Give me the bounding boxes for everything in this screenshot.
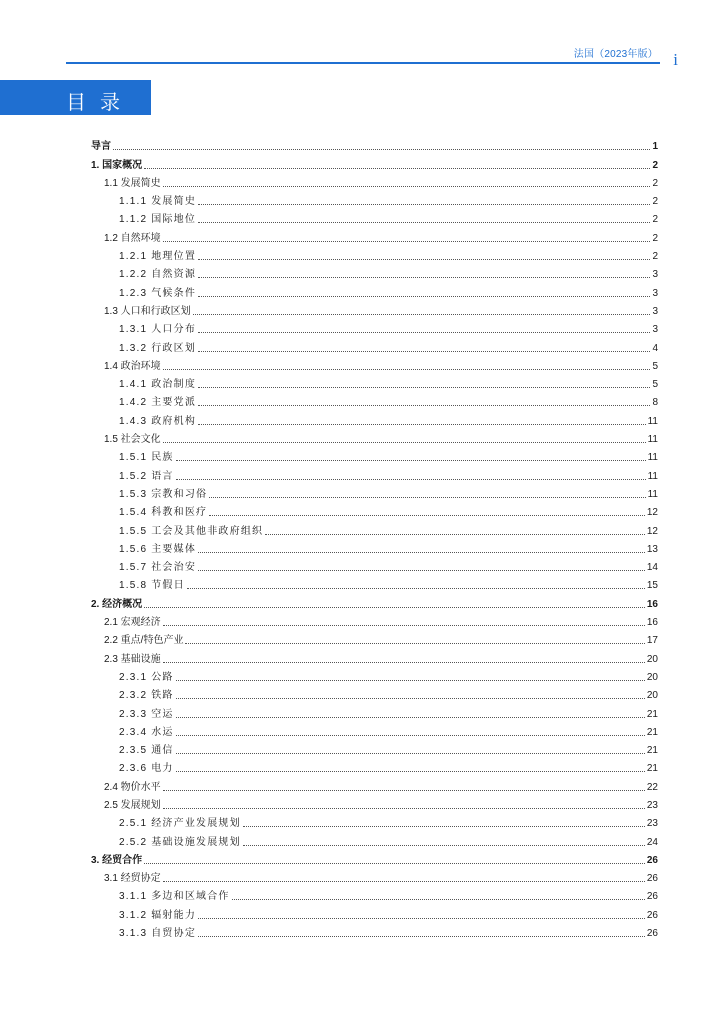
toc-entry-label: 2.3.1 公路 [119, 671, 174, 683]
toc-dot-leader [198, 296, 650, 297]
toc-entry[interactable] [91, 373, 658, 391]
toc-dot-leader [209, 515, 645, 516]
toc-dot-leader [163, 625, 645, 626]
toc-entry-label: 1.1 发展简史 [104, 177, 161, 189]
toc-entry-label: 1.2.1 地理位置 [119, 251, 197, 263]
toc-entry[interactable] [91, 245, 658, 263]
toc-dot-leader [198, 552, 645, 553]
toc-entry-page: 20 [646, 671, 658, 683]
toc-entry[interactable] [91, 226, 658, 244]
toc-dot-leader [198, 204, 650, 205]
toc-entry-label: 1.5.8 节假日 [119, 580, 185, 592]
toc-entry[interactable] [91, 391, 658, 409]
toc-entry-label: 1.2 自然环境 [104, 232, 161, 244]
toc-entry[interactable] [91, 666, 658, 684]
toc-entry-label: 1.5.7 社会治安 [119, 562, 197, 574]
toc-entry[interactable] [91, 739, 658, 757]
toc-entry-label: 2.5.2 基础设施发展规划 [119, 836, 241, 848]
toc-entry-label: 1.5.3 宗教和习俗 [119, 488, 208, 500]
toc-dot-leader [232, 899, 645, 900]
toc-entry[interactable] [91, 501, 658, 519]
toc-entry-page: 26 [646, 873, 658, 885]
toc-entry-label: 2.3 基础设施 [104, 653, 161, 665]
toc-entry-page: 15 [646, 580, 658, 592]
toc-entry-page: 12 [646, 525, 658, 537]
toc-entry-label: 3.1.1 多边和区域合作 [119, 891, 230, 903]
toc-dot-leader [113, 149, 650, 150]
toc-entry[interactable] [91, 318, 658, 336]
toc-dot-leader [163, 881, 645, 882]
toc-entry-label: 2.2 重点/特色产业 [104, 635, 184, 647]
toc-dot-leader [198, 387, 650, 388]
toc-entry-label: 1.5.4 科教和医疗 [119, 507, 208, 519]
toc-entry[interactable] [91, 775, 658, 793]
toc-dot-leader [198, 936, 645, 937]
toc-entry-label: 1.2.3 气候条件 [119, 287, 197, 299]
toc-entry-page: 8 [652, 397, 658, 409]
toc-entry[interactable] [91, 922, 658, 940]
toc-entry-page: 20 [646, 653, 658, 665]
toc-entry-page: 22 [646, 781, 658, 793]
toc-entry-page: 26 [646, 891, 658, 903]
toc-entry-page: 16 [646, 598, 658, 610]
toc-dot-leader [198, 424, 646, 425]
toc-dot-leader [243, 826, 645, 827]
toc-entry-label: 1.5.2 语言 [119, 470, 174, 482]
toc-entry[interactable] [91, 647, 658, 665]
toc-entry-label: 3.1.2 辐射能力 [119, 909, 197, 921]
toc-entry[interactable] [91, 794, 658, 812]
toc-dot-leader [176, 717, 645, 718]
toc-dot-leader [176, 680, 645, 681]
toc-dot-leader [176, 479, 646, 480]
table-of-contents [91, 135, 658, 940]
toc-entry[interactable] [91, 684, 658, 702]
toc-title: 目录 [66, 90, 134, 114]
toc-dot-leader [265, 534, 645, 535]
toc-entry-page: 11 [647, 488, 658, 500]
toc-dot-leader [187, 588, 645, 589]
toc-entry[interactable] [91, 483, 658, 501]
toc-entry-page: 11 [647, 470, 658, 482]
toc-dot-leader [198, 351, 650, 352]
toc-dot-leader [144, 863, 645, 864]
header-document-title: 法国（2023年版） [573, 49, 658, 60]
toc-entry-page: 11 [647, 415, 658, 427]
toc-entry-label: 1.3.2 行政区划 [119, 342, 197, 354]
toc-dot-leader [198, 332, 650, 333]
toc-entry-page: 2 [652, 196, 658, 208]
toc-entry-page: 14 [646, 562, 658, 574]
toc-entry-page: 2 [652, 159, 658, 171]
toc-entry-page: 3 [652, 287, 658, 299]
toc-entry-label: 2.5 发展规划 [104, 799, 161, 811]
toc-entry-page: 2 [652, 177, 658, 189]
toc-entry-page: 21 [646, 763, 658, 775]
toc-entry-label: 2.3.4 水运 [119, 726, 174, 738]
toc-dot-leader [209, 497, 645, 498]
toc-entry-label: 1.4.3 政府机构 [119, 415, 197, 427]
toc-entry[interactable] [91, 519, 658, 537]
toc-dot-leader [163, 808, 645, 809]
toc-entry-label: 3.1 经贸协定 [104, 873, 161, 885]
toc-entry-label: 1.4.1 政治制度 [119, 379, 197, 391]
toc-dot-leader [163, 241, 651, 242]
toc-entry[interactable] [91, 903, 658, 921]
toc-entry-page: 12 [646, 507, 658, 519]
toc-entry-page: 3 [652, 269, 658, 281]
toc-entry-page: 20 [646, 690, 658, 702]
toc-entry[interactable] [91, 355, 658, 373]
toc-entry-label: 1.3 人口和行政区划 [104, 305, 191, 317]
toc-entry[interactable] [91, 135, 658, 153]
toc-dot-leader [163, 186, 651, 187]
toc-dot-leader [198, 259, 650, 260]
toc-dot-leader [163, 369, 651, 370]
toc-entry-page: 3 [652, 324, 658, 336]
toc-entry-page: 26 [646, 928, 658, 940]
toc-dot-leader [176, 735, 645, 736]
toc-entry-page: 11 [647, 452, 658, 464]
toc-entry-label: 1.5.5 工会及其他非政府组织 [119, 525, 264, 537]
toc-entry-label: 3.1.3 自贸协定 [119, 928, 197, 940]
toc-entry[interactable] [91, 721, 658, 739]
toc-entry-page: 26 [646, 909, 658, 921]
toc-entry[interactable] [91, 556, 658, 574]
toc-entry-label: 1.4 政治环境 [104, 360, 161, 372]
toc-entry-label: 2. 经济概况 [91, 598, 143, 610]
toc-entry[interactable] [91, 812, 658, 830]
toc-entry-label: 1.2.2 自然资源 [119, 269, 197, 281]
toc-entry-page: 11 [647, 434, 658, 446]
toc-entry[interactable] [91, 574, 658, 592]
toc-entry-page: 26 [646, 854, 658, 866]
toc-entry-label: 1.3.1 人口分布 [119, 324, 197, 336]
toc-entry[interactable] [91, 190, 658, 208]
toc-entry[interactable] [91, 464, 658, 482]
toc-entry-label: 1.5 社会文化 [104, 434, 161, 446]
toc-dot-leader [144, 607, 645, 608]
toc-dot-leader [176, 698, 645, 699]
toc-entry[interactable] [91, 757, 658, 775]
toc-dot-leader [243, 845, 645, 846]
toc-entry-label: 1. 国家概况 [91, 159, 143, 171]
toc-entry-label: 1.5.1 民族 [119, 452, 174, 464]
toc-entry-page: 13 [646, 543, 658, 555]
toc-entry-page: 21 [646, 708, 658, 720]
toc-dot-leader [176, 753, 645, 754]
toc-entry-page: 4 [652, 342, 658, 354]
toc-entry[interactable] [91, 281, 658, 299]
toc-dot-leader [185, 643, 644, 644]
toc-entry[interactable] [91, 830, 658, 848]
toc-entry[interactable] [91, 336, 658, 354]
toc-entry[interactable] [91, 849, 658, 867]
toc-dot-leader [193, 314, 651, 315]
toc-dot-leader [144, 168, 650, 169]
toc-entry-label: 3. 经贸合作 [91, 854, 143, 866]
toc-dot-leader [176, 771, 645, 772]
toc-entry-label: 2.3.2 铁路 [119, 690, 174, 702]
toc-entry-label: 1.1.2 国际地位 [119, 214, 197, 226]
toc-entry-label: 导言 [91, 141, 111, 153]
toc-entry-label: 1.1.1 发展简史 [119, 196, 197, 208]
toc-entry-page: 24 [646, 836, 658, 848]
toc-entry[interactable] [91, 611, 658, 629]
toc-entry[interactable] [91, 538, 658, 556]
toc-entry[interactable] [91, 263, 658, 281]
toc-entry-page: 17 [646, 635, 658, 647]
toc-entry-page: 21 [646, 745, 658, 757]
toc-dot-leader [198, 405, 650, 406]
page-number: i [673, 50, 678, 69]
toc-entry[interactable] [91, 885, 658, 903]
toc-entry-label: 2.1 宏观经济 [104, 617, 161, 629]
toc-entry-page: 23 [646, 799, 658, 811]
toc-dot-leader [163, 662, 645, 663]
toc-dot-leader [163, 790, 645, 791]
toc-dot-leader [198, 570, 645, 571]
toc-entry[interactable] [91, 867, 658, 885]
toc-entry-page: 23 [646, 818, 658, 830]
toc-entry[interactable] [91, 153, 658, 171]
toc-entry[interactable] [91, 702, 658, 720]
toc-entry-label: 2.5.1 经济产业发展规划 [119, 818, 241, 830]
toc-dot-leader [198, 277, 650, 278]
toc-entry[interactable] [91, 208, 658, 226]
toc-dot-leader [163, 442, 646, 443]
toc-entry[interactable] [91, 446, 658, 464]
toc-entry[interactable] [91, 172, 658, 190]
toc-entry-page: 5 [652, 379, 658, 391]
toc-entry-page: 16 [646, 617, 658, 629]
toc-entry-label: 2.3.3 空运 [119, 708, 174, 720]
toc-entry[interactable] [91, 428, 658, 446]
toc-entry[interactable] [91, 592, 658, 610]
toc-entry-label: 2.3.6 电力 [119, 763, 174, 775]
toc-entry-page: 21 [646, 726, 658, 738]
toc-entry[interactable] [91, 629, 658, 647]
toc-entry-label: 2.3.5 通信 [119, 745, 174, 757]
toc-entry[interactable] [91, 409, 658, 427]
toc-entry-label: 2.4 物价水平 [104, 781, 161, 793]
header-divider [66, 62, 660, 64]
toc-entry-page: 1 [652, 141, 658, 153]
toc-dot-leader [176, 460, 646, 461]
toc-entry-page: 2 [652, 232, 658, 244]
toc-entry-page: 2 [652, 214, 658, 226]
toc-dot-leader [198, 918, 645, 919]
toc-dot-leader [198, 222, 650, 223]
toc-entry-label: 1.5.6 主要媒体 [119, 543, 197, 555]
toc-entry-label: 1.4.2 主要党派 [119, 397, 197, 409]
toc-entry-page: 2 [652, 251, 658, 263]
toc-entry-page: 5 [652, 360, 658, 372]
toc-entry[interactable] [91, 300, 658, 318]
toc-entry-page: 3 [652, 305, 658, 317]
